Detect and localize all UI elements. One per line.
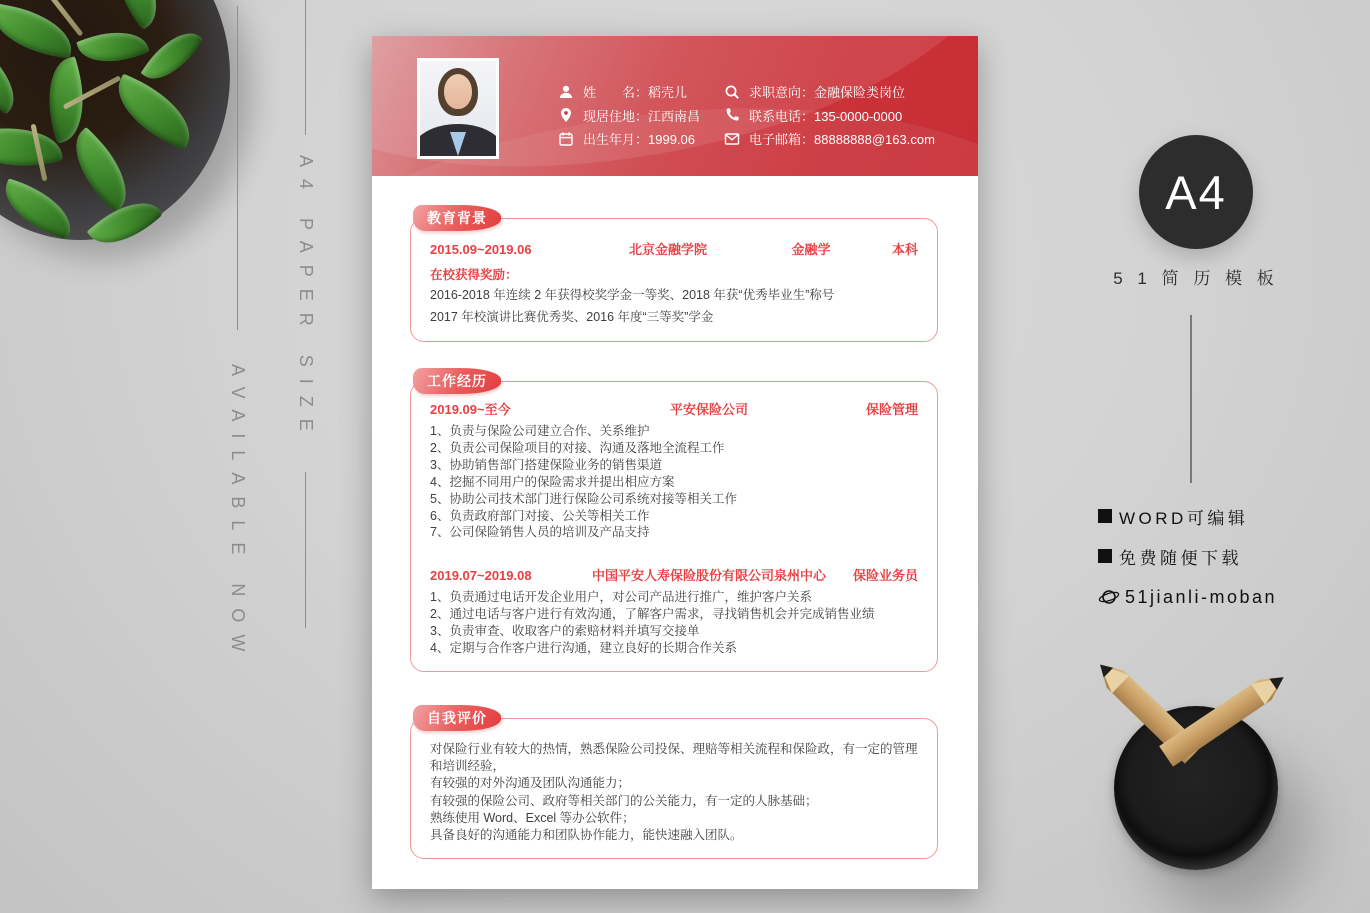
work-box <box>410 381 938 672</box>
education-major: 金融学 <box>791 242 831 257</box>
contact-column-left <box>558 80 700 151</box>
duty-item: 6、负责政府部门对接、公关等相关工作 <box>430 508 650 523</box>
job-header-row <box>430 399 918 418</box>
plant-photo <box>0 0 260 270</box>
section-title-badge: 教育背景 <box>413 205 501 231</box>
pencil-sharpened-wood <box>1251 667 1291 705</box>
job-entry <box>430 565 918 657</box>
duty-item: 4、定期与合作客户进行沟通，建立良好的长期合作关系 <box>430 641 737 656</box>
location-icon <box>558 107 574 123</box>
duty-item: 2、通过电话与客户进行有效沟通，了解客户需求，寻找销售机会并完成销售业绩 <box>430 607 875 622</box>
section-education <box>410 205 938 342</box>
duty-item: 3、负责审查、收取客户的索赔材料并填写交接单 <box>430 624 700 639</box>
vertical-caption-paper-size: A4 PAPER SIZE <box>296 155 316 443</box>
divider-line <box>1190 315 1192 483</box>
awards-label: 在校获得奖励： <box>430 268 518 282</box>
education-header-row <box>430 239 918 258</box>
site-name-row <box>1098 584 1277 610</box>
vertical-caption-available-now: AVAILABLE NOW <box>228 364 248 664</box>
job-period: 2019.09~至今 <box>430 402 511 417</box>
duty-item: 2、负责公司保险项目的对接、沟通及落地全流程工作 <box>430 440 725 455</box>
duty-item: 1、负责与保险公司建立合作、关系维护 <box>430 424 650 438</box>
job-company: 平安保险公司 <box>669 402 748 417</box>
section-title-badge: 自我评价 <box>413 705 501 731</box>
a4-size-badge: A4 <box>1139 135 1253 249</box>
education-box <box>410 218 938 342</box>
search-icon <box>724 84 740 100</box>
divider-line <box>305 472 306 628</box>
divider-line <box>237 6 238 330</box>
duty-item: 7、公司保险销售人员的培训及产品支持 <box>430 525 650 540</box>
feature-word-editable <box>1098 504 1277 528</box>
mail-icon <box>724 131 740 147</box>
contact-objective-text: 求职意向：金融保险类岗位 <box>749 85 906 101</box>
self-evaluation-line: 对保险行业有较大的热情，熟悉保险公司投保、理赔等相关流程和保险政，有一定的管理和培训经验， <box>430 742 918 774</box>
user-icon <box>558 84 574 100</box>
contact-phone-text: 联系电话：135-0000-0000 <box>749 108 903 124</box>
contact-name-text: 姓 名：稻壳儿 <box>583 85 688 101</box>
job-duties-list <box>430 589 918 657</box>
square-bullet-icon <box>1098 509 1112 523</box>
duty-item: 5、协助公司技术部门进行保险公司系统对接等相关工作 <box>430 491 737 506</box>
education-school: 北京金融学院 <box>628 242 707 257</box>
self-evaluation-line: 有较强的对外沟通及团队沟通能力； <box>430 776 631 791</box>
contact-name-row <box>558 80 700 104</box>
section-self-evaluation <box>410 705 938 859</box>
job-company: 中国平安人寿保险股份有限公司泉州中心 <box>591 568 826 584</box>
feature-label: 免费随便下载 <box>1119 548 1242 568</box>
contact-email-row <box>724 127 935 151</box>
calendar-icon <box>558 131 574 147</box>
phone-icon <box>724 107 740 123</box>
self-evaluation-line: 熟练使用 Word、Excel 等办公软件； <box>430 810 635 825</box>
contact-birth-text: 出生年月：1999.06 <box>583 132 695 148</box>
contact-address-text: 现居住地：江西南昌 <box>583 108 701 124</box>
self-evaluation-line: 具备良好的沟通能力和团队协作能力，能快速融入团队。 <box>430 828 743 843</box>
section-work <box>410 368 938 672</box>
education-degree: 本科 <box>891 242 918 257</box>
award-line: 2016-2018 年连续 2 年获得校奖学金一等奖、2018 年获“优秀毕业生”称号 <box>430 288 835 302</box>
self-evaluation-lines <box>430 741 918 844</box>
job-entry <box>430 399 918 541</box>
duty-item: 3、协助销售部门搭建保险业务的销售渠道 <box>430 457 662 472</box>
self-evaluation-box <box>410 718 938 859</box>
contact-phone-row <box>724 104 935 128</box>
contact-birth-row <box>558 127 700 151</box>
duty-item: 1、负责通过电话开发企业用户，对公司产品进行推广，维护客户关系 <box>430 590 812 605</box>
job-role: 保险业务员 <box>852 568 918 584</box>
job-header-row <box>430 565 918 584</box>
square-bullet-icon <box>1098 549 1112 563</box>
pencil-sharpened-wood <box>1091 656 1129 694</box>
duty-item: 4、挖掘不同用户的保险需求并提出相应方案 <box>430 474 675 489</box>
feature-list <box>1098 504 1277 610</box>
self-evaluation-line: 有较强的保险公司、政府等相关部门的公关能力，有一定的人脉基础； <box>430 793 818 808</box>
site-name-text: 51jianli-moban <box>1125 586 1278 607</box>
section-title-badge: 工作经历 <box>413 368 501 394</box>
award-line: 2017 年校演讲比赛优秀奖、2016 年度“三等奖”学金 <box>430 310 714 324</box>
divider-line <box>305 0 306 135</box>
job-role: 保险管理 <box>865 402 918 417</box>
contact-objective-row <box>724 80 935 104</box>
contact-email-text: 电子邮箱：88888888@163.com <box>749 132 935 148</box>
template-subtitle: 5 1 简 历 模 板 <box>1113 269 1279 288</box>
job-period: 2019.07~2019.08 <box>430 568 532 584</box>
feature-free-download <box>1098 544 1277 568</box>
resume-page <box>372 36 978 889</box>
feature-label: WORD可编辑 <box>1119 508 1249 528</box>
photo-face <box>444 74 472 109</box>
globe-icon <box>1098 586 1120 608</box>
education-period: 2015.09~2019.06 <box>430 242 532 257</box>
contact-address-row <box>558 104 700 128</box>
awards-list <box>430 286 918 327</box>
job-duties-list <box>430 423 918 541</box>
contact-column-right <box>724 80 935 151</box>
profile-photo <box>417 58 499 159</box>
